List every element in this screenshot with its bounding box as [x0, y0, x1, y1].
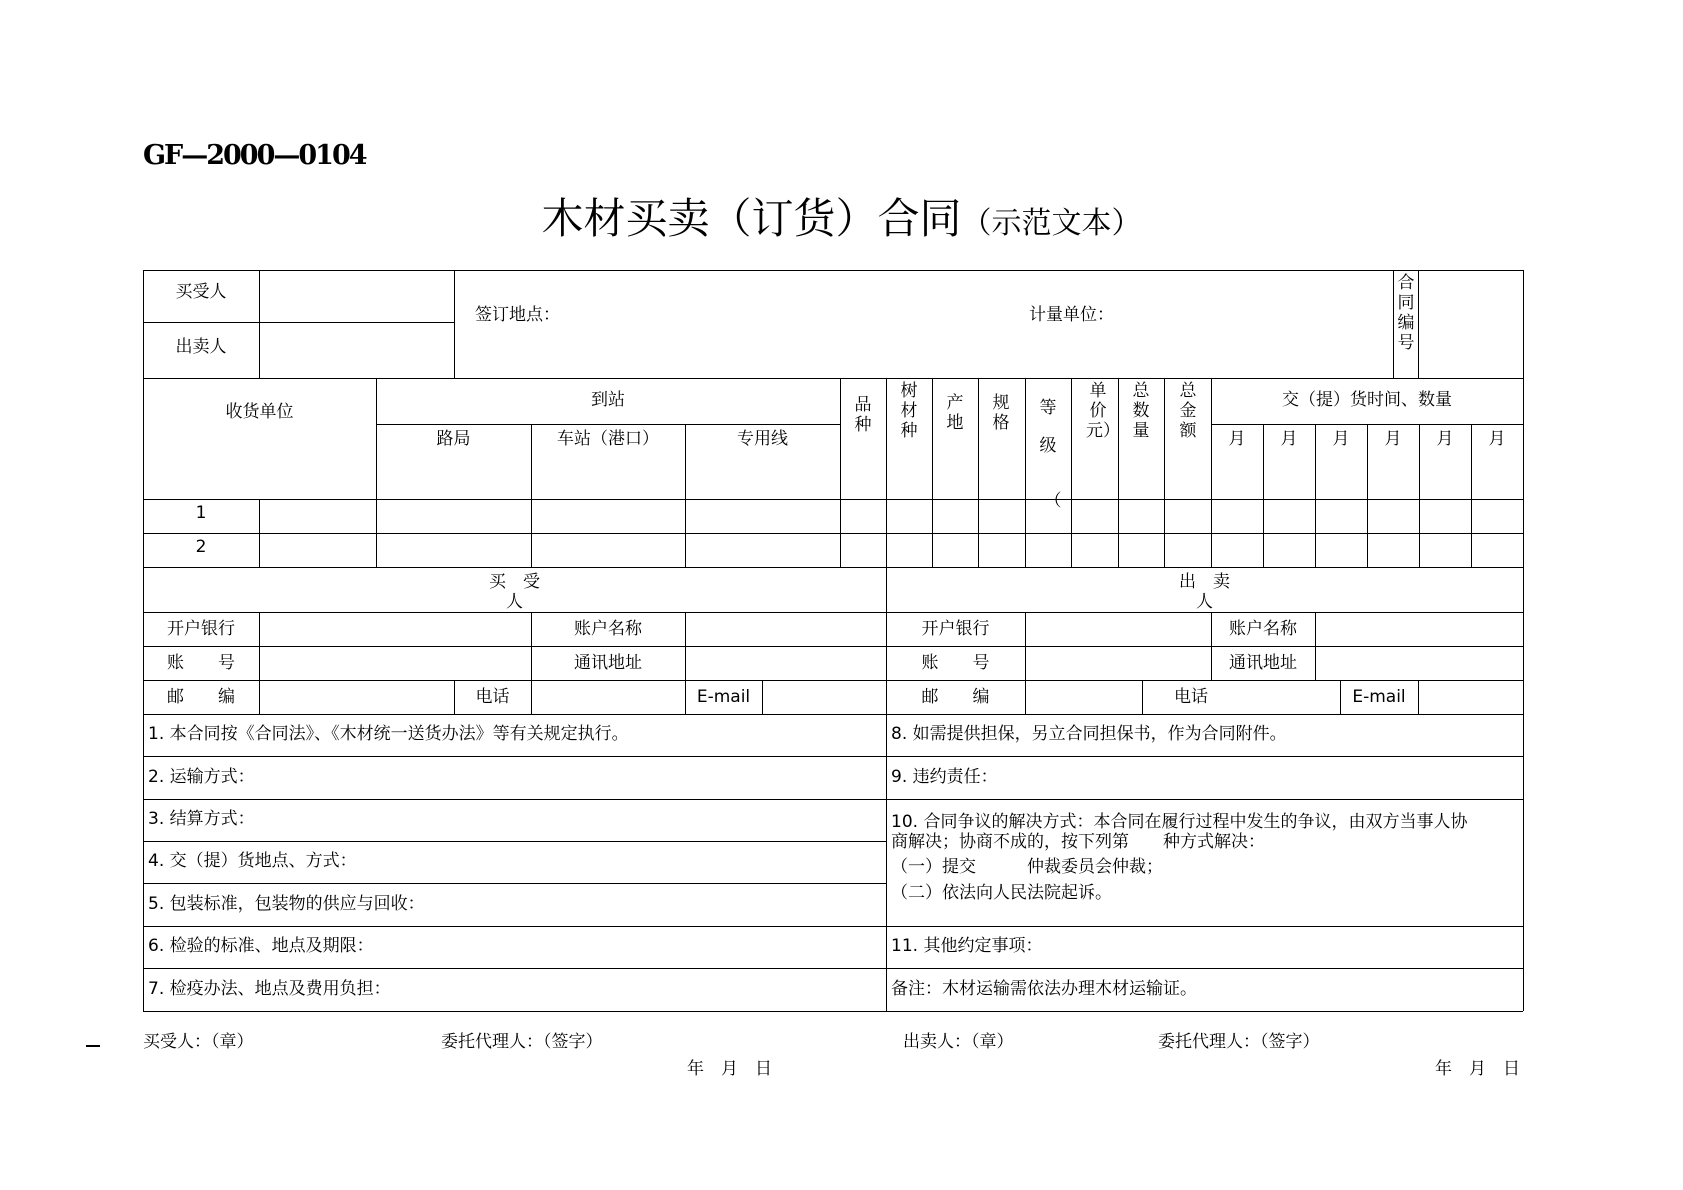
seller-email-label: E-mail	[1352, 687, 1406, 707]
variety-header: 品种	[854, 395, 872, 435]
rule	[259, 270, 260, 378]
clause-7: 7. 检疫办法、地点及费用负担：	[148, 979, 391, 999]
seller-date-label: 年 月 日	[1435, 1059, 1520, 1079]
clause-1: 1. 本合同按《合同法》、《木材统一送货办法》等有关规定执行。	[148, 724, 629, 744]
rule	[978, 378, 979, 567]
clause-10-option-1: （一）提交 仲裁委员会仲裁；	[891, 857, 1163, 877]
clause-11: 11. 其他约定事项：	[891, 936, 1043, 956]
rule	[143, 799, 1523, 800]
rule	[1025, 612, 1026, 714]
seller-address-label: 通讯地址	[1229, 653, 1297, 673]
rule	[143, 378, 1523, 379]
buyer-agent-sign-label: 委托代理人：（签字）	[441, 1032, 603, 1052]
rule	[454, 270, 455, 378]
seller-phone-label: 电话	[1174, 687, 1208, 707]
month-header: 月	[1228, 429, 1246, 449]
rule	[143, 968, 1523, 969]
seller-bank-label: 开户银行	[921, 619, 990, 639]
clause-2: 2. 运输方式：	[148, 767, 255, 787]
rule	[1418, 270, 1419, 378]
rule	[143, 533, 1523, 534]
unit-price-header: 单价元）	[1086, 381, 1120, 441]
rule	[259, 499, 260, 567]
month-header: 月	[1332, 429, 1350, 449]
origin-header: 产地	[946, 393, 964, 433]
rule	[143, 883, 886, 884]
seller-section-heading: 出 卖 人	[1179, 572, 1230, 612]
rule	[1118, 378, 1119, 567]
rule	[1418, 680, 1419, 714]
rule	[1523, 270, 1524, 1011]
buyer-postcode-label: 邮 编	[167, 687, 235, 707]
clause-4: 4. 交（提）货地点、方式：	[148, 851, 357, 871]
seller-postcode-label: 邮 编	[921, 687, 990, 707]
unit-price-paren: （	[1044, 491, 1062, 511]
row-number: 2	[195, 537, 207, 557]
rule	[143, 841, 886, 842]
rule	[143, 926, 1523, 927]
rule	[143, 612, 1523, 613]
rule	[143, 567, 1523, 568]
rule	[1315, 612, 1316, 680]
rule	[376, 424, 840, 425]
rule	[143, 270, 1523, 271]
buyer-label: 买受人	[175, 282, 227, 302]
special-line-header: 专用线	[737, 429, 788, 449]
rule	[143, 270, 144, 1011]
sign-place-label: 签订地点：	[475, 305, 560, 325]
buyer-account-no-label: 账 号	[167, 653, 235, 673]
row-number: 1	[195, 503, 207, 523]
title-subtitle: （示范文本）	[961, 206, 1142, 241]
rule	[840, 378, 841, 567]
buyer-email-label: E-mail	[696, 687, 751, 707]
grade-header-top: 等	[1039, 398, 1057, 418]
clause-10-line-2: 商解决；协商不成的，按下列第 种方式解决：	[891, 832, 1265, 852]
buyer-address-label: 通讯地址	[574, 653, 642, 673]
contract-number-label: 合同编号	[1397, 273, 1415, 353]
seller-account-no-label: 账 号	[921, 653, 990, 673]
month-header: 月	[1384, 429, 1402, 449]
rule	[143, 1011, 1523, 1012]
rule	[143, 680, 1523, 681]
rule	[143, 714, 1523, 715]
seller-agent-sign-label: 委托代理人：（签字）	[1158, 1032, 1320, 1052]
clause-6: 6. 检验的标准、地点及期限：	[148, 936, 374, 956]
rule	[762, 680, 763, 714]
document-title	[0, 186, 1683, 246]
rule	[932, 378, 933, 567]
seller-account-name-label: 账户名称	[1229, 619, 1297, 639]
rule	[143, 646, 1523, 647]
receiving-unit-header: 收货单位	[225, 402, 294, 422]
month-header: 月	[1436, 429, 1454, 449]
measure-unit-label: 计量单位：	[1029, 305, 1114, 325]
buyer-account-name-label: 账户名称	[574, 619, 642, 639]
clause-5: 5. 包装标准，包装物的供应与回收：	[148, 894, 425, 914]
remark: 备注：木材运输需依法办理木材运输证。	[891, 979, 1197, 999]
rule	[259, 612, 260, 714]
clause-8: 8. 如需提供担保，另立合同担保书，作为合同附件。	[891, 724, 1287, 744]
rule	[1164, 378, 1165, 567]
clause-3: 3. 结算方式：	[148, 809, 255, 829]
buyer-section-heading: 买 受 人	[489, 572, 540, 612]
tree-species-header: 树材种	[900, 381, 918, 441]
seller-label: 出卖人	[175, 337, 227, 357]
seller-seal-label: 出卖人：（章）	[903, 1032, 1014, 1052]
total-amount-header: 总金额	[1179, 381, 1197, 441]
document-code: GF—2000—0104	[143, 140, 366, 171]
month-header: 月	[1488, 429, 1506, 449]
margin-mark	[86, 1045, 100, 1047]
clause-10-option-2: （二）依法向人民法院起诉。	[891, 883, 1112, 903]
buyer-phone-label: 电话	[475, 687, 510, 707]
month-header: 月	[1280, 429, 1298, 449]
rule	[143, 499, 1523, 500]
buyer-seal-label: 买受人：（章）	[143, 1032, 254, 1052]
title-main: 木材买卖（订货）合同	[541, 194, 962, 243]
clause-9: 9. 违约责任：	[891, 767, 998, 787]
road-bureau-header: 路局	[436, 429, 471, 449]
rule	[1071, 378, 1072, 567]
rule	[143, 756, 1523, 757]
rule	[143, 322, 454, 323]
arrival-station-header: 到站	[591, 390, 625, 410]
station-port-header: 车站（港口）	[557, 429, 659, 449]
delivery-header: 交（提）货时间、数量	[1282, 390, 1452, 410]
buyer-date-label: 年 月 日	[687, 1059, 772, 1079]
buyer-bank-label: 开户银行	[167, 619, 235, 639]
grade-header-bottom: 级	[1039, 436, 1057, 456]
rule	[886, 378, 887, 567]
total-quantity-header: 总数量	[1132, 381, 1150, 441]
spec-header: 规格	[992, 393, 1010, 433]
clause-10-line-1: 10. 合同争议的解决方式：本合同在履行过程中发生的争议，由双方当事人协	[891, 812, 1468, 832]
